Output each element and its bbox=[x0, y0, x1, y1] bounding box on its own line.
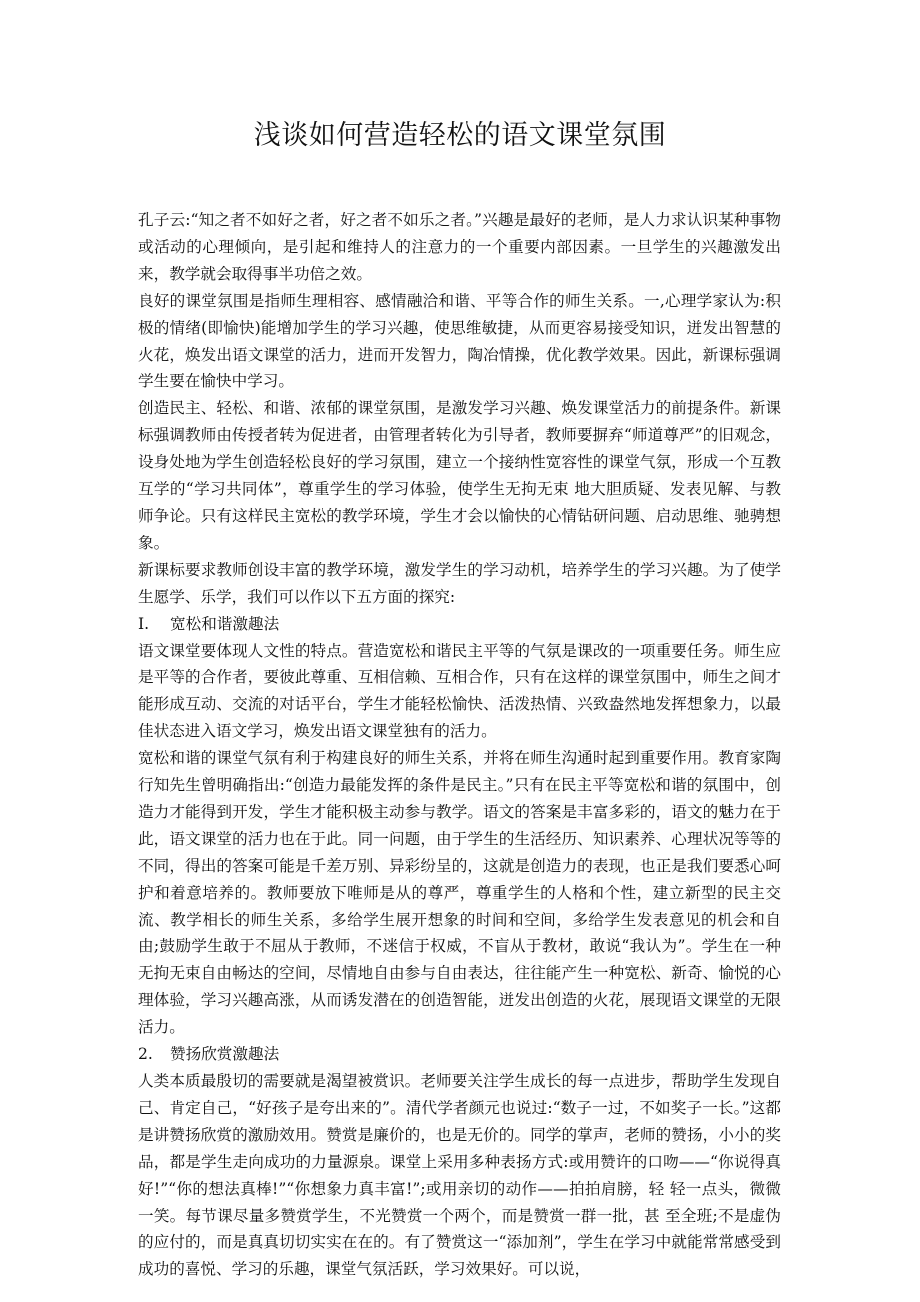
section-heading-text: 赞扬欣赏激趣法 bbox=[170, 1045, 280, 1064]
section-number: 2. bbox=[138, 1045, 153, 1064]
section-heading bbox=[138, 611, 781, 638]
body-paragraph: 良好的课堂氛围是指师生理相容、感情融洽和谐、平等合作的师生关系。一,心理学家认为:积极的情绪(即愉快)能增加学生的学习兴趣，使思维敏捷，从而更容易接受知识，迸发出智慧的火花，焕发出语文课堂的活力，进而开发智力，陶冶情操，优化教学效果。因此，新课标强调学生要在愉快中学习。 bbox=[138, 291, 781, 391]
document-body bbox=[138, 207, 781, 1283]
body-paragraph: 新课标要求教师创设丰富的教学环境，激发学生的学习动机，培养学生的学习兴趣。为了使学生愿学、乐学，我们可以作以下五方面的探究: bbox=[138, 560, 781, 606]
section-number: I. bbox=[138, 614, 150, 633]
body-paragraph: 创造民主、轻松、和谐、浓郁的课堂氛围，是激发学习兴趣、焕发课堂活力的前提条件。新课标强调教师由传授者转为促进者，由管理者转化为引导者，教师要摒弃“师道尊严”的旧观念，设身处地为学生创造轻松良好的学习氛围，建立一个接纳性宽容性的课堂气氛，形成一个互教互学的“学习共同体”，尊重学生的学习体验，使学生无拘无束 地大胆质疑、发表见解、与教师争论。只有这样民主宽松的教学环境，学生才会以愉快的心情钻研问题、启动思维、驰骋想象。 bbox=[138, 399, 781, 552]
body-paragraph: 孔子云:“知之者不如好之者，好之者不如乐之者。”兴趣是最好的老师，是人力求认识某种事物或活动的心理倾向，是引起和维持人的注意力的一个重要内部因素。一旦学生的兴趣激发出来，教学就会取得事半功倍之效。 bbox=[138, 211, 781, 283]
document-title: 浅谈如何营造轻松的语文课堂氛围 bbox=[253, 120, 667, 151]
section-heading-text: 宽松和谐激趣法 bbox=[170, 614, 280, 633]
body-paragraph: 语文课堂要体现人文性的特点。营造宽松和谐民主平等的气氛是课改的一项重要任务。师生应是平等的合作者，要彼此尊重、互相信赖、互相合作，只有在这样的课堂氛围中，师生之间才能形成互动、交流的对话平台，学生才能轻松愉快、活泼热情、兴致盎然地发挥想象力，以最佳状态进入语文学习，焕发出语文课堂独有的活力。 bbox=[138, 641, 781, 741]
section-heading bbox=[138, 1041, 781, 1068]
body-paragraph: 宽松和谐的课堂气氛有利于构建良好的师生关系，并将在师生沟通时起到重要作用。教育家陶行知先生曾明确指出:“创造力最能发挥的条件是民主。”只有在民主平等宽松和谐的氛围中，创造力才能得到开发，学生才能积极主动参与教学。语文的答案是丰富多彩的，语文的魅力在于此，语文课堂的活力也在于此。同一问题，由于学生的生活经历、知识素养、心理状况等等的不同，得出的答案可能是千差万别、异彩纷呈的，这就是创造力的表现，也正是我们要悉心呵护和着意培养的。教师要放下唯师是从的尊严，尊重学生的人格和个性，建立新型的民主交流、教学相长的师生关系，多给学生展开想象的时间和空间，多给学生发表意见的机会和自由;鼓励学生敢于不屈从于教师，不迷信于权威，不盲从于教材，敢说“我认为”。学生在一种无拘无束自由畅达的空间，尽情地自由参与自由表达，往往能产生一种宽松、新奇、愉悦的心理体验，学习兴趣高涨，从而诱发潜在的创造智能，迸发出创造的火花，展现语文课堂的无限活力。 bbox=[138, 749, 781, 1037]
body-paragraph: 人类本质最殷切的需要就是渴望被赏识。老师要关注学生成长的每一点进步，帮助学生发现自己、肯定自己，“好孩子是夸出来的”。清代学者颜元也说过:“数子一过，不如奖子一长。”这都是讲赞扬欣赏的激励效用。赞赏是廉价的，也是无价的。同学的掌声，老师的赞扬，小小的奖品，都是学生走向成功的力量源泉。课堂上采用多种表扬方式:或用赞许的口吻——“你说得真好!”“你的想法真棒!”“你想象力真丰富!”;或用亲切的动作——拍拍肩膀，轻 轻一点头，微微一笑。每节课尽量多赞赏学生，不光赞赏一个两个，而是赞赏一群一批，甚 至全班;不是虚伪的应付的，而是真真切切实实在在的。有了赞赏这一“添加剂”，学生在学习中就能常常感受到成功的喜悦、学习的乐趣，课堂气氛活跃，学习效果好。可以说， bbox=[138, 1072, 781, 1279]
